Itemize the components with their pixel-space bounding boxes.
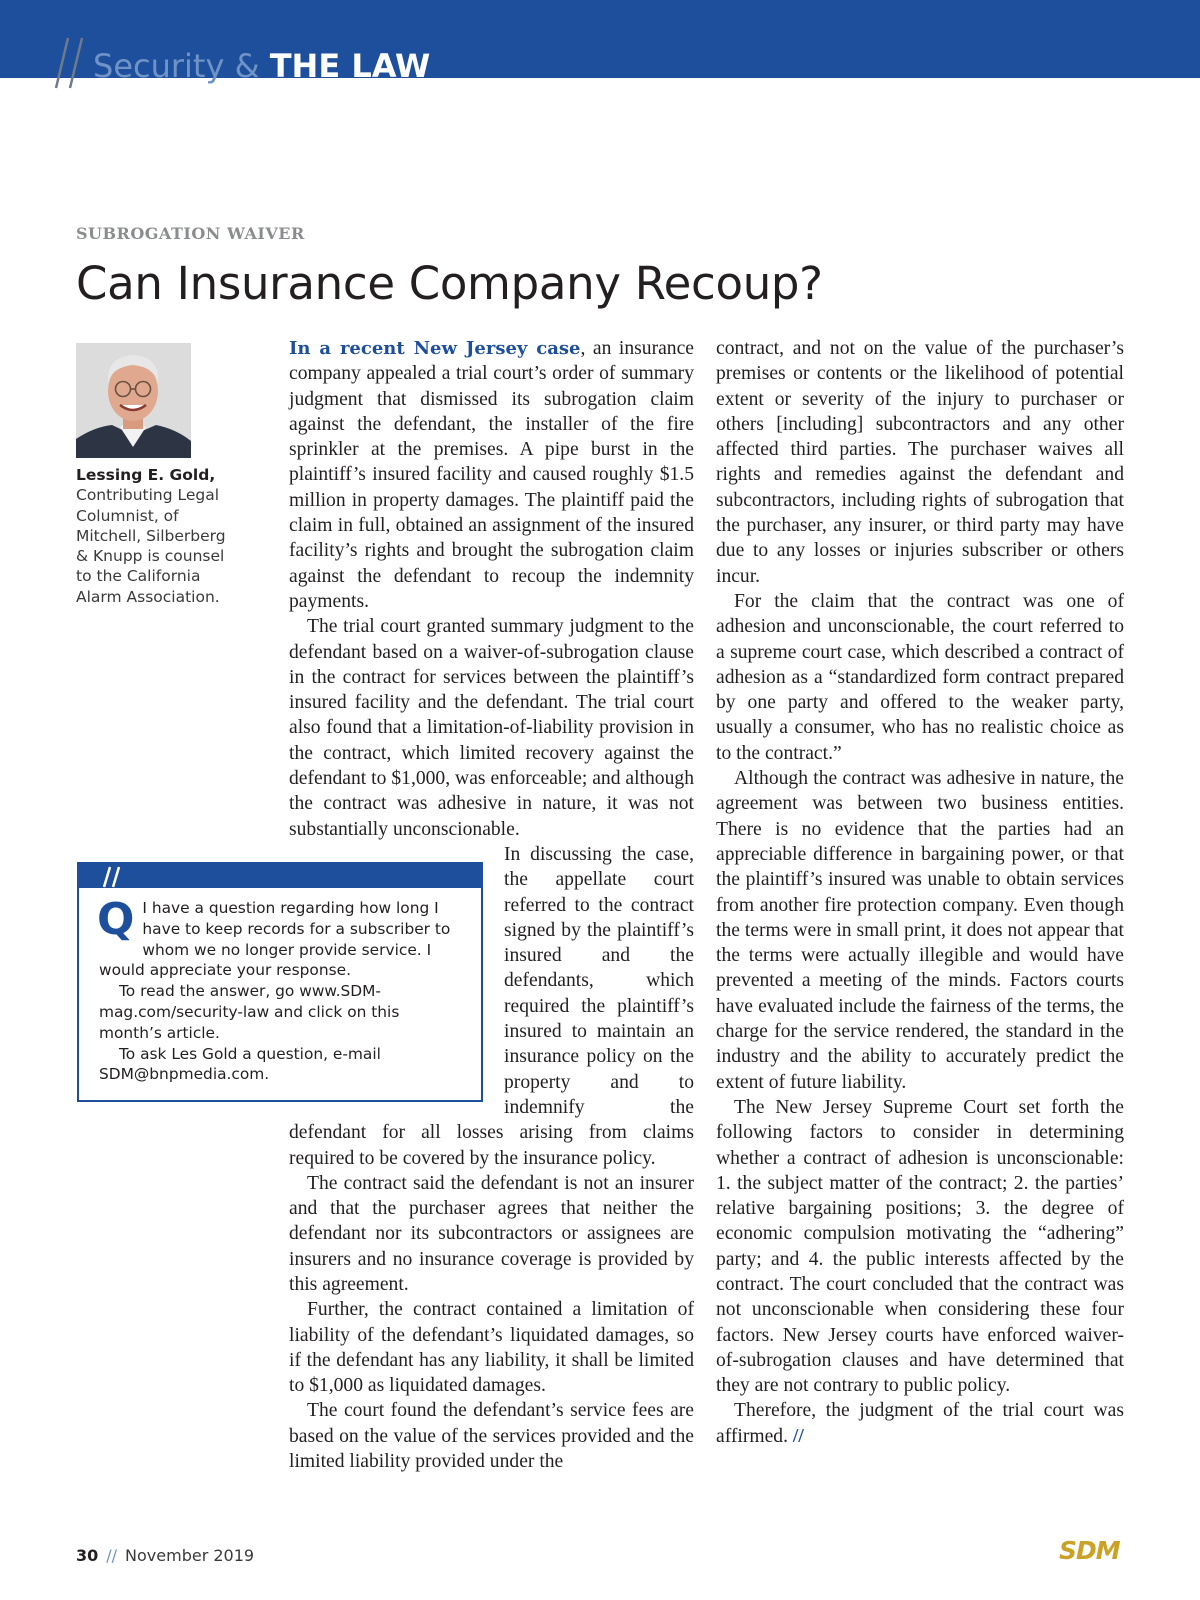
author-name: Lessing E. Gold,	[76, 466, 216, 484]
section-label-bold: THE LAW	[269, 47, 431, 85]
author-portrait	[76, 343, 191, 458]
article-closing-text: Therefore, the judgment of the trial court was affirmed.	[716, 1400, 1124, 1447]
read-answer-text: To read the answer, go www.SDM-mag.com/security-law and click on this month’s article.	[99, 982, 400, 1042]
article-paragraph: For the claim that the contract was one of adhesion and unconscionable, the court referred to a supreme court case, which described a contract of adhesion as a “standardized form contract prepared by one party and offered to the weaker party, usually a consumer, who has no realistic choice as to the contract.”	[716, 590, 1124, 764]
article-kicker: SUBROGATION WAIVER	[76, 224, 305, 243]
article-paragraph: The contract said the defendant is not an insurer and that the purchaser agrees that neither the defendant nor its subcontractors or assignees are insurers and no insurance coverage is provided by this agreement.	[289, 1172, 694, 1295]
question-box	[77, 862, 483, 1102]
article-headline: Can Insurance Company Recoup?	[76, 257, 823, 310]
author-bio	[76, 465, 236, 607]
double-slash-icon	[52, 34, 88, 90]
section-label-light: Security &	[93, 47, 270, 85]
question-letter: Q	[97, 894, 135, 945]
article-column-2	[716, 336, 1124, 1449]
question-box-body	[79, 888, 481, 1085]
article-paragraph: Further, the contract contained a limitation of liability of the defendant’s liquidated damages, so if the defendant has any liability, it shall be limited to $1,000 as liquidated damages.	[289, 1299, 694, 1397]
article-lead-text: , an insurance company appealed a trial court’s order of summary judgment that dismissed its subrogation claim against the defendant, the installer of the fire sprinkler at the premises. A pipe burst in the plaintiff’s insured facility and caused roughly $1.5 million in property damages. The plaintiff paid the claim in full, obtained an assignment of the insured facility’s rights and brought the subrogation claim against the defendant to recoup the indemnity payments.	[289, 338, 694, 612]
article-paragraph: Although the contract was adhesive in nature, the agreement was between two business entities. There is no evidence that the parties had an appreciable difference in bargaining power, or that the plaintiff’s insured was unable to obtain services from another fire protection company. Even though the terms were in small print, it does not appear that the terms were actually illegible and would have prevented a meeting of the minds. Factors courts have evaluated include the fairness of the terms, the charge for the service rendered, the standard in the industry and the ability to accurately predict the extent of future liability.	[716, 768, 1124, 1093]
author-description: Contributing Legal Columnist, of Mitchell, Silberberg & Knupp is counsel to the California Alarm Association.	[76, 486, 226, 606]
ask-question-text: To ask Les Gold a question, e-mail SDM@bnpmedia.com.	[99, 1044, 381, 1084]
question-box-header	[79, 864, 481, 888]
page-number: 30	[76, 1546, 99, 1565]
article-paragraph: In discussing the case, the appellate court referred to the contract signed by the plaintiff’s insured and the defendants, which required the plaintiff’s insured to maintain an insurance policy on the property and to indemnify the defendant for all losses arising from claims required to be covered by the insurance policy.	[289, 843, 694, 1169]
double-slash-icon	[101, 866, 125, 888]
article-paragraph: The New Jersey Supreme Court set forth the following factors to consider in determining whether a contract of adhesion is unconscionable: 1. the subject matter of the contract; 2. the parties’ relative bargaining positions; 3. the degree of economic compulsion motivating the “adhering” party; and 4. the public interests affected by the contract. The court concluded that the contract was not unconscionable when considering these four factors. New Jersey courts have enforced waiver-of-subrogation clauses and have determined that they are not contrary to public policy.	[716, 1096, 1124, 1397]
question-body: I have a question regarding how long I have to keep records for a subscriber to whom we no longer provide service. I would appreciate your response.	[99, 899, 451, 980]
article-paragraph: The trial court granted summary judgment to the defendant based on a waiver-of-subrogation clause in the contract for services between the plaintiff’s insured facility and the defendant. The trial court also found that a limitation-of-liability provision in the contract, which limited recovery against the defendant to $1,000, was enforceable; and although the contract was adhesive in nature, it was not substantially unconscionable.	[289, 616, 694, 840]
article-paragraph: The court found the defendant’s service fees are based on the value of the services provided and the limited liability provided under the	[289, 1400, 694, 1473]
issue-date: November 2019	[125, 1546, 255, 1565]
footer-separator: //	[106, 1546, 118, 1565]
question-text	[97, 894, 463, 981]
end-mark-icon: //	[792, 1425, 804, 1447]
article-paragraph	[716, 1398, 1124, 1449]
article-paragraph: contract, and not on the value of the purchaser’s premises or contents or the likelihood of potential extent or severity of the injury to purchaser or others [including] subcontractors and any other affected third parties. The purchaser waives all rights and remedies against the defendant and subcontractors, including rights of subrogation that the purchaser, any insurer, or third party may have due to any losses or injuries subscriber or others incur.	[716, 338, 1124, 587]
page-footer	[76, 1546, 254, 1565]
article-lead-in: In a recent New Jersey case	[289, 338, 581, 359]
sdm-logo: SDM	[1059, 1536, 1120, 1565]
section-label	[93, 44, 430, 88]
article-paragraph	[289, 336, 694, 614]
